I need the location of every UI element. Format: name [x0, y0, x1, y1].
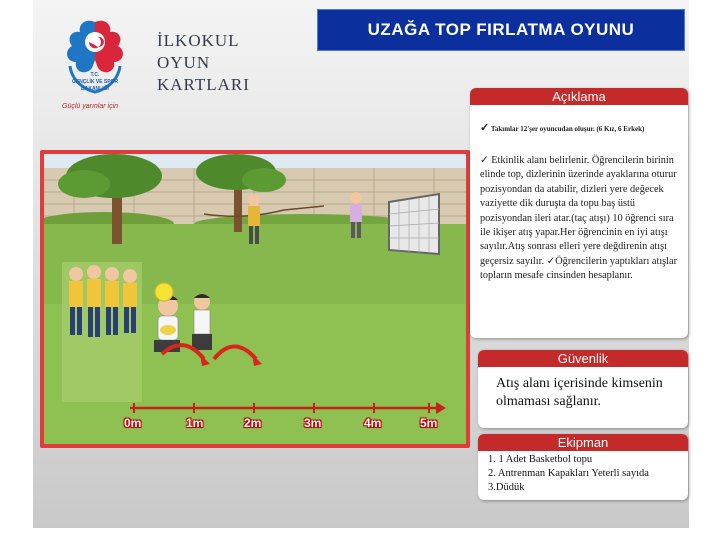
distance-label-1m: 1m	[186, 416, 204, 430]
aciklama-panel	[470, 88, 688, 338]
card-title	[157, 30, 287, 96]
game-title: UZAĞA TOP FIRLATMA OYUNU	[317, 9, 685, 51]
distance-label-4m: 4m	[364, 416, 382, 430]
ekipman-item-3: 3.Düdük	[488, 482, 525, 493]
aciklama-header: Açıklama	[470, 88, 688, 105]
distance-label-3m: 3m	[304, 416, 322, 430]
ball-icon	[155, 283, 173, 301]
ekipman-header: Ekipman	[478, 434, 688, 451]
guvenlik-header: Güvenlik	[478, 350, 688, 367]
ekipman-panel	[478, 434, 688, 500]
distance-label-5m: 5m	[420, 416, 438, 430]
card-title-line-2: OYUN	[157, 53, 211, 72]
check-icon: ✓	[480, 122, 490, 134]
aciklama-text: ✓ Etkinlik alanı belirlenir. Öğrencilerin birinin elinde top, dizlerinin üzerinde ayaklarına oturur pozisyondan da atabilir, dizleri yere değecek vaziyette dik duruşta da topu baş üstü pozisyondan ileri atar.(taç atışı) 10 öğrenci sıra ile ikişer atış yapar.Her öğrencinin en iyi atışı sayılır.Atış sonrası elleri yere değdirenin atışı geçersiz sayılır. ✓Öğrencilerin yaptıkları atışlar topların mesafe cinsinden hesaplanır.	[480, 155, 678, 282]
ministry-emblem-icon	[56, 16, 134, 100]
ekipman-list	[488, 453, 686, 495]
distance-label-2m: 2m	[244, 416, 262, 430]
ekipman-item-2: 2. Antrenman Kapakları Yeterli sayıda	[488, 468, 649, 479]
distance-label-0m: 0m	[124, 416, 142, 430]
guvenlik-panel	[478, 350, 688, 428]
guvenlik-text: Atış alanı içerisinde kimsenin olmaması sağlanır.	[496, 376, 663, 409]
card-title-line-3: KARTLARI	[157, 75, 250, 94]
aciklama-note	[480, 124, 680, 134]
card-title-line-1: İLKOKUL	[157, 31, 240, 50]
goal-icon	[389, 194, 439, 254]
scene-art	[44, 154, 466, 444]
logo-line-2: GENÇLİK VE SPOR	[71, 79, 119, 85]
logo-line-3: BAKANLIĞI	[81, 86, 109, 92]
logo-line-1: T.C.	[90, 72, 100, 78]
aciklama-note-text: Takımlar 12'şer oyuncudan oluşur. (6 Kız, 6 Erkek)	[490, 125, 645, 133]
kneeling-child-icon	[192, 294, 212, 350]
ekipman-item-1: 1. 1 Adet Basketbol topu	[488, 454, 593, 465]
game-illustration	[40, 150, 470, 448]
logo-slogan: Güçlü yarınlar için	[62, 103, 119, 110]
